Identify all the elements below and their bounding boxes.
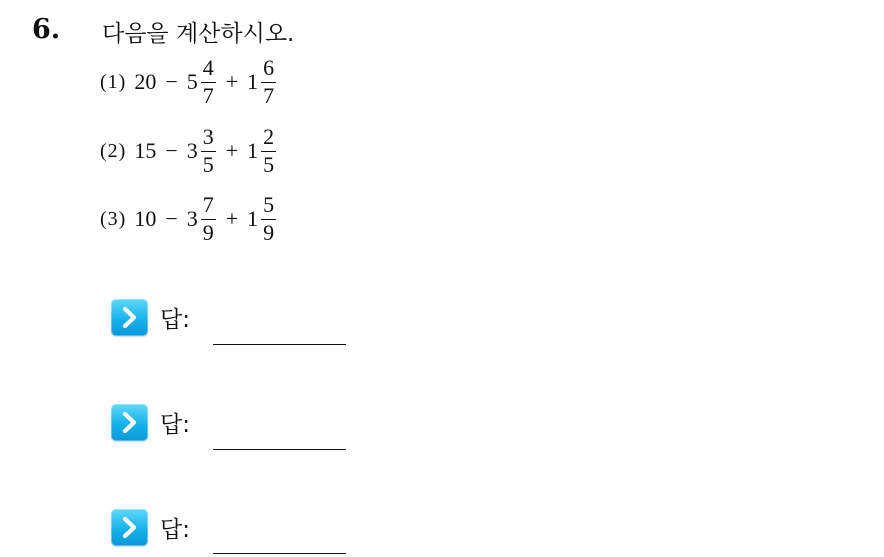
fraction <box>261 126 276 176</box>
fraction-numerator: 5 <box>263 192 275 217</box>
answer-label: 답: <box>160 307 190 333</box>
answer-line[interactable] <box>213 449 346 450</box>
fraction-numerator: 6 <box>263 55 275 80</box>
minuend: 15 <box>134 138 157 164</box>
fraction-denominator: 5 <box>263 152 275 178</box>
minuend: 10 <box>134 206 157 232</box>
mixed-whole: 1 <box>247 138 259 164</box>
minus-operator: − <box>165 206 178 232</box>
answer-label: 답: <box>160 517 190 543</box>
fraction <box>261 194 276 244</box>
problem-label: (3) <box>100 207 127 230</box>
plus-operator: + <box>225 206 239 232</box>
chevron-right-icon <box>111 299 148 336</box>
answer-line[interactable] <box>213 553 346 554</box>
mixed-whole: 3 <box>186 138 198 164</box>
answer-row-1 <box>111 299 190 336</box>
minuend: 20 <box>134 69 157 95</box>
problem-label: (1) <box>100 70 127 93</box>
fraction-denominator: 7 <box>202 83 214 109</box>
fraction-denominator: 9 <box>202 220 214 246</box>
problem-1 <box>100 57 278 107</box>
question-instruction: 다음을 계산하시오. <box>102 21 295 47</box>
fraction-numerator: 2 <box>263 124 275 149</box>
answer-row-2 <box>111 404 190 441</box>
answer-line[interactable] <box>213 344 346 345</box>
plus-operator: + <box>225 69 239 95</box>
fraction <box>201 194 216 244</box>
mixed-whole: 3 <box>186 206 198 232</box>
problem-2 <box>100 126 278 176</box>
minus-operator: − <box>165 69 178 95</box>
fraction <box>201 126 216 176</box>
mixed-whole: 5 <box>186 69 198 95</box>
fraction-denominator: 7 <box>263 83 275 109</box>
mixed-whole: 1 <box>247 69 259 95</box>
fraction-numerator: 7 <box>202 192 214 217</box>
mixed-whole: 1 <box>247 206 259 232</box>
chevron-right-icon <box>111 404 148 441</box>
answer-row-3 <box>111 509 190 546</box>
fraction <box>261 57 276 107</box>
minus-operator: − <box>165 138 178 164</box>
fraction-denominator: 5 <box>202 152 214 178</box>
fraction-numerator: 4 <box>202 55 214 80</box>
fraction-denominator: 9 <box>263 220 275 246</box>
fraction <box>201 57 216 107</box>
plus-operator: + <box>225 138 239 164</box>
problem-3 <box>100 194 278 244</box>
problem-label: (2) <box>100 139 127 162</box>
question-number: 6. <box>32 14 61 45</box>
chevron-right-icon <box>111 509 148 546</box>
fraction-numerator: 3 <box>202 124 214 149</box>
answer-label: 답: <box>160 412 190 438</box>
